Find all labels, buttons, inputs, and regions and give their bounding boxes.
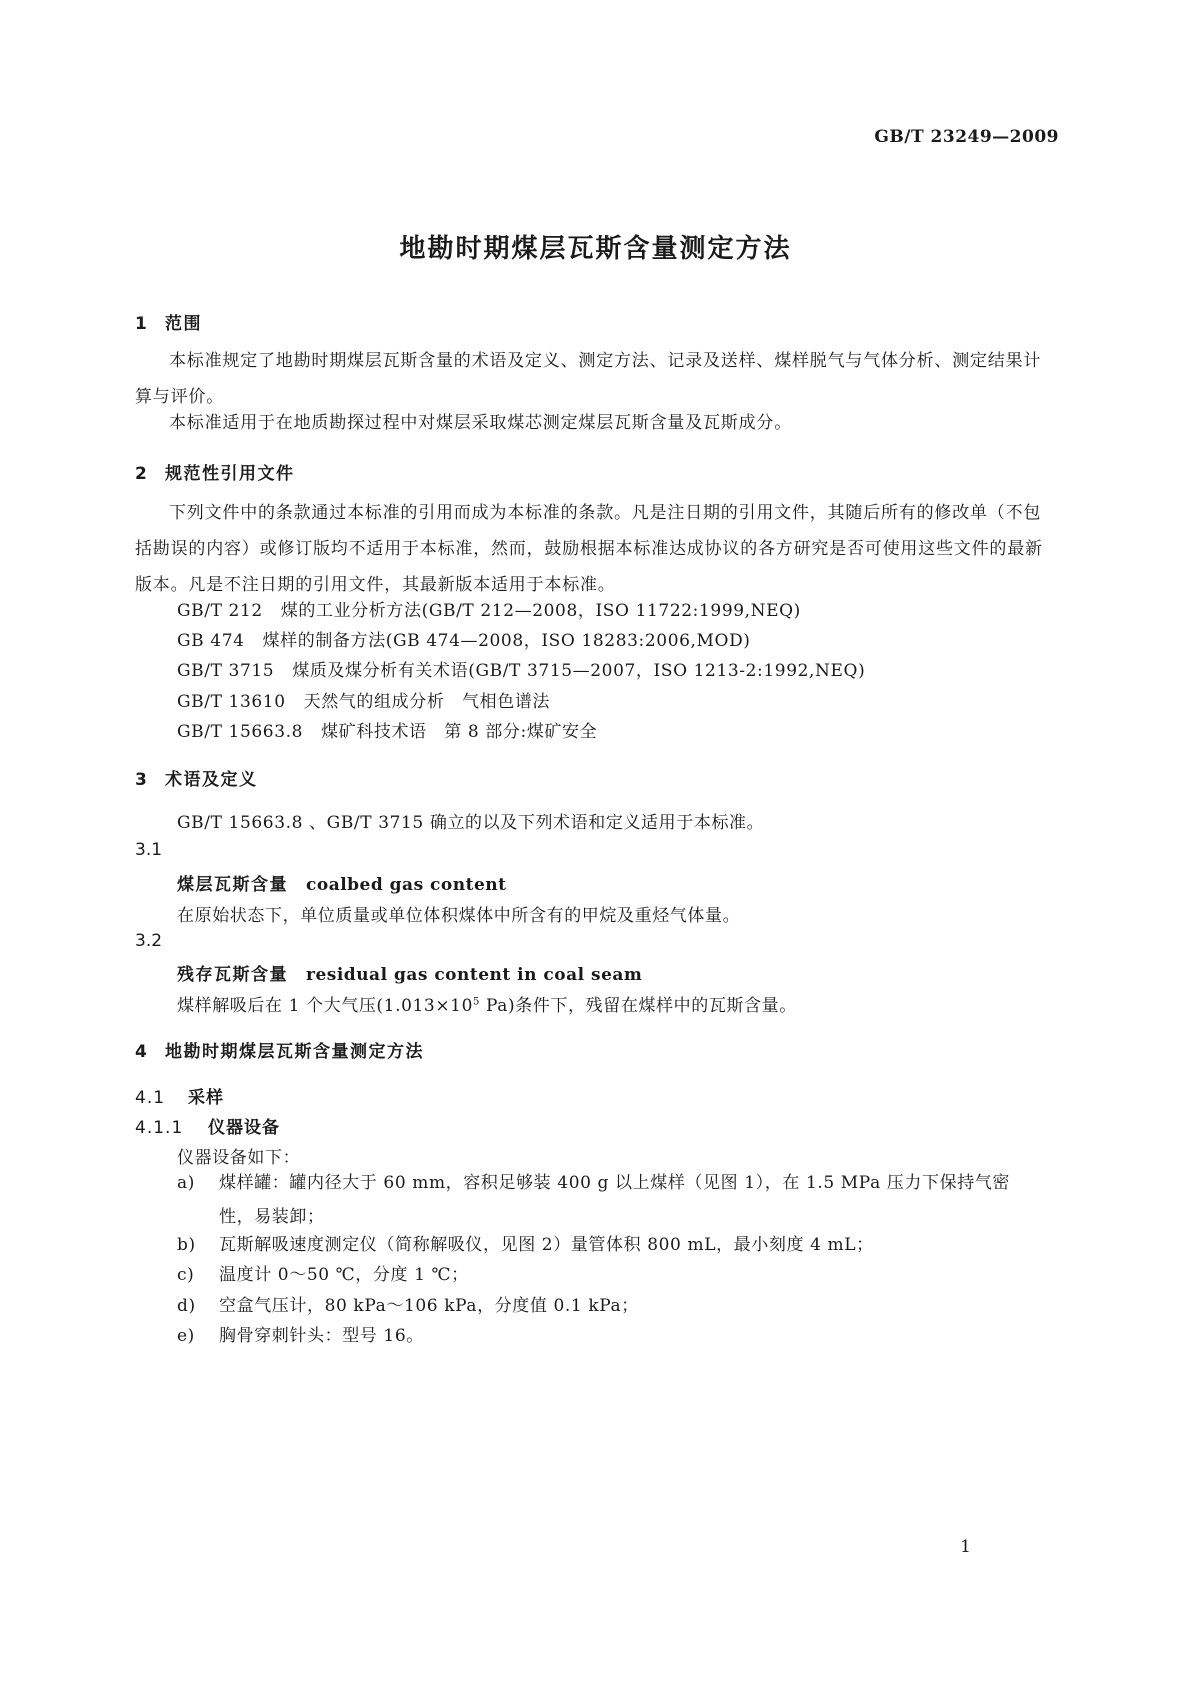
list-text: 瓦斯解吸速度测定仪（简称解吸仪，见图 2）量管体积 800 mL，最小刻度 4 mL； <box>219 1235 874 1255</box>
paragraph: GB/T 15663.8 、GB/T 3715 确立的以及下列术语和定义适用于本标准。 <box>177 813 765 833</box>
reference-item <box>177 656 865 681</box>
subsection-title: 采样 <box>188 1088 224 1108</box>
reference-item <box>177 717 597 742</box>
paragraph: 本标准规定了地勘时期煤层瓦斯含量的术语及定义、测定方法、记录及送样、煤样脱气与气体分析、测定结果计算与评价。 <box>135 351 1042 407</box>
paragraph: 下列文件中的条款通过本标准的引用而成为本标准的条款。凡是注日期的引用文件，其随后所有的修改单（不包括勘误的内容）或修订版均不适用于本标准，然而，鼓励根据本标准达成协议的各方研究是否可使用这些文件的最新版本。凡是不注日期的引用文件，其最新版本适用于本标准。 <box>135 503 1043 595</box>
reference-title: 煤的工业分析方法(GB/T 212—2008，ISO 11722:1999,NEQ) <box>280 601 801 621</box>
page-number: 1 <box>960 1537 971 1557</box>
section-3-heading <box>135 765 258 790</box>
term-chinese: 煤层瓦斯含量 <box>177 875 288 895</box>
reference-title: 煤质及煤分析有关术语(GB/T 3715—2007，ISO 1213-2:1992,NEQ) <box>292 661 866 681</box>
list-label: a) <box>177 1173 195 1193</box>
section-number: 1 <box>135 314 149 334</box>
standard-number: GB/T 23249—2009 <box>874 127 1059 147</box>
section-4-heading <box>135 1037 424 1062</box>
reference-code: GB/T 15663.8 <box>177 722 304 742</box>
reference-item <box>177 687 550 712</box>
reference-title: 煤样的制备方法(GB 474—2008，ISO 18283:2006,MOD) <box>262 631 751 651</box>
subsection-number: 4.1.1 <box>135 1118 184 1138</box>
section-number: 2 <box>135 464 149 484</box>
list-label: c) <box>177 1265 195 1285</box>
reference-code: GB/T 3715 <box>177 661 275 681</box>
subsection-4-1-1-heading <box>135 1113 280 1138</box>
term-english: coalbed gas content <box>306 875 507 895</box>
section-2-heading <box>135 459 295 484</box>
section-number: 4 <box>135 1042 149 1062</box>
section-title: 规范性引用文件 <box>165 464 295 484</box>
term-definition: 在原始状态下，单位质量或单位体积煤体中所含有的甲烷及重烃气体量。 <box>177 906 741 926</box>
term-heading <box>177 960 642 985</box>
term-definition <box>177 991 797 1016</box>
list-text: 空盒气压计，80 kPa～106 kPa，分度值 0.1 kPa； <box>219 1296 639 1316</box>
section-number: 3 <box>135 770 149 790</box>
term-heading <box>177 870 507 895</box>
section-title: 地勘时期煤层瓦斯含量测定方法 <box>165 1042 424 1062</box>
reference-code: GB/T 212 <box>177 601 263 621</box>
list-text: 煤样罐：罐内径大于 60 mm，容积足够装 400 g 以上煤样（见图 1），在 1.5 MPa 压力下保持气密性，易装卸； <box>219 1173 1011 1227</box>
definition-text: 煤样解吸后在 1 个大气压(1.013×10 <box>177 996 473 1016</box>
reference-item <box>177 626 751 651</box>
paragraph: 本标准适用于在地质勘探过程中对煤层采取煤芯测定煤层瓦斯含量及瓦斯成分。 <box>169 413 792 433</box>
list-label: d) <box>177 1296 196 1316</box>
list-label: e) <box>177 1326 195 1346</box>
definition-text: Pa)条件下，残留在煤样中的瓦斯含量。 <box>479 996 797 1016</box>
subsection-title: 仪器设备 <box>208 1118 280 1138</box>
list-item <box>177 1319 1057 1353</box>
subsection-4-1-heading <box>135 1083 224 1108</box>
list-item <box>177 1289 1057 1323</box>
list-item <box>177 1166 1057 1234</box>
reference-item <box>177 596 801 621</box>
reference-code: GB/T 13610 <box>177 692 286 712</box>
term-number: 3.2 <box>135 931 163 951</box>
reference-title: 天然气的组成分析 气相色谱法 <box>303 692 551 712</box>
subsection-number: 4.1 <box>135 1088 166 1108</box>
list-intro: 仪器设备如下： <box>177 1148 301 1168</box>
section-1-heading <box>135 309 202 334</box>
term-english: residual gas content in coal seam <box>306 965 643 985</box>
list-item <box>177 1258 1057 1292</box>
document-title: 地勘时期煤层瓦斯含量测定方法 <box>399 234 792 264</box>
list-text: 温度计 0～50 ℃，分度 1 ℃； <box>219 1265 469 1285</box>
list-text: 胸骨穿刺针头：型号 16。 <box>219 1326 424 1346</box>
term-number: 3.1 <box>135 840 163 860</box>
term-chinese: 残存瓦斯含量 <box>177 965 288 985</box>
section-title: 术语及定义 <box>165 770 258 790</box>
section-title: 范围 <box>165 314 202 334</box>
reference-code: GB 474 <box>177 631 245 651</box>
list-item <box>177 1228 1057 1262</box>
superscript-exponent: 5 <box>473 996 480 1008</box>
list-label: b) <box>177 1235 196 1255</box>
reference-title: 煤矿科技术语 第 8 部分:煤矿安全 <box>321 722 598 742</box>
